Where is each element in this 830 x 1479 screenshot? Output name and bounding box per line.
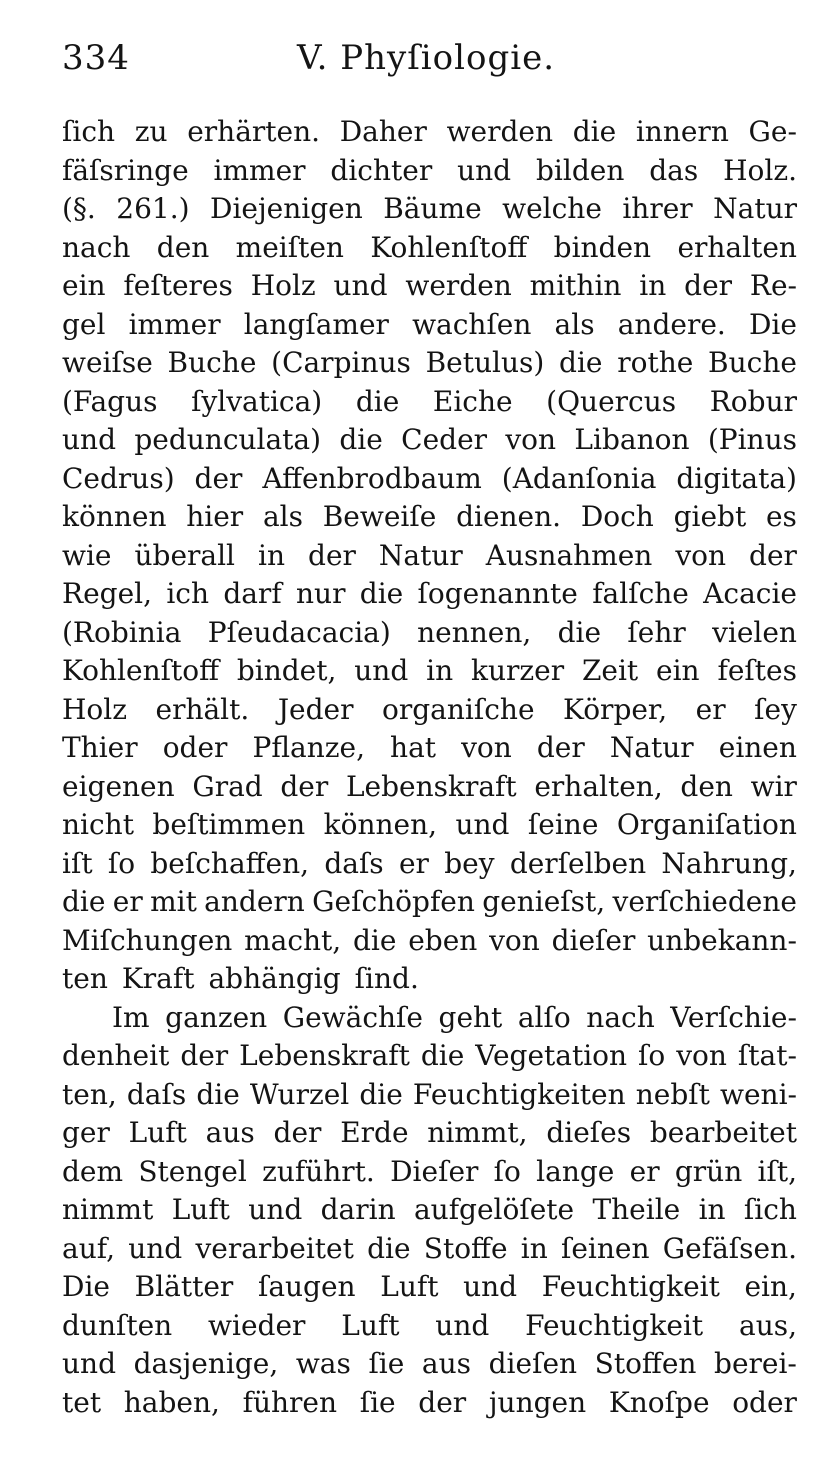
word: (§. bbox=[62, 192, 96, 225]
word: feſteres bbox=[123, 269, 233, 302]
word: aus, bbox=[739, 1308, 797, 1342]
text-line bbox=[62, 1268, 797, 1307]
word: er bbox=[112, 885, 143, 918]
text-line bbox=[62, 229, 797, 268]
word: nur bbox=[296, 577, 346, 610]
word: und bbox=[463, 1270, 518, 1303]
word: eben bbox=[408, 923, 478, 957]
word: alſo bbox=[517, 1000, 571, 1034]
word: einen bbox=[718, 731, 797, 764]
word: was bbox=[295, 1347, 351, 1380]
text-line bbox=[62, 960, 797, 999]
word: dienen. bbox=[456, 500, 562, 533]
word: Regel, bbox=[62, 577, 153, 610]
word: dunſten bbox=[62, 1308, 173, 1342]
word: die bbox=[339, 423, 383, 456]
word: Ge- bbox=[748, 115, 797, 148]
word: in bbox=[520, 1231, 548, 1265]
word: ſo bbox=[638, 1039, 666, 1072]
word: geht bbox=[438, 1000, 503, 1034]
word: Miſchungen bbox=[62, 923, 233, 957]
text-line bbox=[62, 537, 797, 576]
word: ein bbox=[62, 269, 106, 302]
word: bey bbox=[444, 846, 495, 880]
word: dasjenige, bbox=[133, 1347, 279, 1380]
word: beſchaffen, bbox=[150, 846, 310, 880]
word: auf, bbox=[62, 1231, 115, 1265]
word: Kohlenſtoff bbox=[370, 230, 528, 264]
word: ſich bbox=[743, 1193, 797, 1226]
word: (Pinus bbox=[707, 423, 797, 456]
word: ſeinen bbox=[561, 1231, 650, 1265]
word: Daher bbox=[339, 115, 427, 148]
word: er bbox=[398, 846, 429, 880]
text-line bbox=[62, 691, 797, 730]
word: erhalten, bbox=[534, 769, 663, 803]
word: Feuchtigkeiten bbox=[412, 1077, 626, 1111]
word: ſind. bbox=[354, 962, 419, 995]
word: verarbeitet bbox=[195, 1231, 354, 1265]
word: Gefäſsen. bbox=[662, 1231, 797, 1265]
word: in bbox=[426, 654, 454, 687]
word: und bbox=[457, 153, 512, 187]
word: wieder bbox=[208, 1308, 306, 1342]
word: eigenen bbox=[62, 769, 175, 803]
word: Dieſer bbox=[390, 1154, 479, 1188]
word: Geſchöpfen bbox=[312, 885, 475, 918]
word: Pflanze, bbox=[252, 731, 365, 764]
word: daſs bbox=[126, 1077, 187, 1111]
word: nach bbox=[62, 230, 131, 264]
word: wie bbox=[62, 538, 112, 572]
word: Ceder bbox=[401, 423, 488, 456]
word: ſaugen bbox=[257, 1270, 356, 1303]
word: jungen bbox=[488, 1385, 587, 1419]
word: berei- bbox=[714, 1347, 797, 1380]
word: bearbeitet bbox=[649, 1116, 797, 1149]
word: die bbox=[367, 1231, 411, 1265]
word: führen bbox=[242, 1385, 338, 1419]
word: haben, bbox=[123, 1385, 220, 1419]
word: Jeder bbox=[277, 692, 354, 726]
word: Re- bbox=[749, 269, 797, 302]
word: der bbox=[684, 269, 733, 302]
text-line bbox=[62, 383, 797, 422]
word: Doch bbox=[580, 500, 654, 533]
word: und bbox=[435, 1308, 490, 1342]
word: pedunculata) bbox=[134, 423, 322, 456]
word: Stengel bbox=[138, 1154, 247, 1188]
text-line bbox=[62, 1114, 797, 1153]
word: Holz bbox=[62, 692, 127, 726]
word: nimmt bbox=[62, 1193, 154, 1226]
word: und bbox=[333, 269, 388, 302]
word: mithin bbox=[529, 269, 622, 302]
word: die bbox=[572, 115, 617, 148]
word: Acacie bbox=[703, 577, 797, 610]
text-line bbox=[62, 652, 797, 691]
text-line bbox=[62, 1153, 797, 1192]
word: ganzen bbox=[165, 1000, 268, 1034]
word: werden bbox=[446, 115, 554, 148]
word: welche bbox=[502, 192, 602, 225]
word: andern bbox=[204, 885, 305, 918]
word: Gewächſe bbox=[282, 1000, 423, 1034]
word: Eiche bbox=[432, 384, 513, 418]
text-line bbox=[62, 922, 797, 961]
word: nach bbox=[586, 1000, 655, 1034]
word: nebſt bbox=[635, 1077, 710, 1111]
text-line bbox=[62, 190, 797, 229]
word: ten, bbox=[62, 1077, 117, 1111]
text-line bbox=[62, 306, 797, 345]
word: Wurzel bbox=[249, 1077, 350, 1111]
word: ſehr bbox=[627, 615, 686, 649]
word: iſt bbox=[62, 846, 93, 880]
word: abhängig bbox=[208, 962, 341, 995]
word: nimmt, bbox=[427, 1116, 528, 1149]
word: zuführt. bbox=[262, 1154, 375, 1188]
word: und bbox=[128, 1231, 183, 1265]
word: ich bbox=[166, 577, 209, 610]
word: Knoſpe bbox=[608, 1385, 710, 1419]
word: Erde bbox=[340, 1116, 409, 1149]
word: der bbox=[308, 538, 356, 572]
word: ein, bbox=[744, 1270, 797, 1303]
word: mit bbox=[150, 885, 197, 918]
word: überall bbox=[134, 538, 236, 572]
word: und bbox=[62, 1347, 116, 1380]
word: als bbox=[262, 500, 303, 533]
word: der bbox=[180, 1039, 229, 1072]
word: von bbox=[461, 731, 512, 764]
word: hier bbox=[186, 500, 244, 533]
running-title: V. Phyſiologie. bbox=[297, 38, 556, 78]
word: erhalten bbox=[677, 230, 797, 264]
word: er bbox=[695, 692, 726, 726]
word: derſelben bbox=[509, 846, 647, 880]
word: die bbox=[196, 1077, 240, 1111]
word: Affenbrodbaum bbox=[262, 461, 482, 495]
word: bindet, bbox=[236, 654, 337, 687]
word: Lebenskraft bbox=[239, 1039, 410, 1072]
word: Pſeudacacia) bbox=[207, 615, 391, 649]
word: weni- bbox=[720, 1077, 797, 1111]
word: und bbox=[62, 423, 116, 456]
word: beſtimmen bbox=[152, 808, 306, 841]
word: rothe bbox=[617, 346, 694, 379]
word: ſey bbox=[754, 692, 797, 726]
text-line bbox=[62, 999, 797, 1038]
text-line bbox=[62, 421, 797, 460]
text-line bbox=[62, 1037, 797, 1076]
word: dieſen bbox=[488, 1347, 578, 1380]
word: Feuchtigkeit bbox=[541, 1270, 720, 1303]
word: Im bbox=[112, 1000, 150, 1034]
word: Diejenigen bbox=[210, 192, 363, 225]
word: das bbox=[649, 153, 699, 187]
text-line bbox=[62, 1307, 797, 1346]
word: Beweiſe bbox=[322, 500, 437, 533]
page-number: 334 bbox=[62, 38, 130, 78]
word: genieſst, bbox=[482, 885, 606, 918]
word: lange bbox=[536, 1154, 615, 1188]
word: hat bbox=[390, 731, 437, 764]
word: Luft bbox=[171, 1193, 230, 1226]
text-line bbox=[62, 1384, 797, 1423]
word: aufgelöſete bbox=[413, 1193, 575, 1226]
word: bilden bbox=[535, 153, 625, 187]
text-line bbox=[62, 1230, 797, 1269]
word: es bbox=[765, 500, 797, 533]
word: können, bbox=[323, 808, 438, 841]
word: Stoffen bbox=[594, 1347, 697, 1380]
word: Lebenskraft bbox=[345, 769, 517, 803]
word: (Carpinus bbox=[271, 346, 411, 379]
word: wir bbox=[750, 769, 797, 803]
text-line bbox=[62, 1076, 797, 1115]
word: giebt bbox=[673, 500, 747, 533]
word: und bbox=[248, 1193, 303, 1226]
word: die bbox=[62, 885, 106, 918]
word: Holz bbox=[250, 269, 316, 302]
word: immer bbox=[128, 307, 221, 341]
word: Libanon bbox=[574, 423, 690, 456]
word: Robur bbox=[709, 384, 797, 418]
word: Bäume bbox=[383, 192, 482, 225]
word: (Fagus bbox=[62, 384, 158, 418]
word: die bbox=[359, 1077, 403, 1111]
word: ger bbox=[62, 1116, 110, 1149]
word: ſogenannte bbox=[417, 577, 578, 610]
word: als bbox=[554, 307, 595, 341]
body-text bbox=[62, 113, 797, 1422]
text-line bbox=[62, 883, 797, 922]
word: nicht bbox=[62, 808, 134, 841]
word: iſt, bbox=[757, 1154, 797, 1188]
word: Organiſation bbox=[616, 808, 797, 841]
word: Holz. bbox=[723, 153, 797, 187]
paragraph bbox=[62, 999, 797, 1423]
word: weiſse bbox=[62, 346, 153, 379]
word: in bbox=[639, 269, 667, 302]
word: oder bbox=[732, 1385, 797, 1419]
word: ihrer bbox=[622, 192, 693, 225]
word: der bbox=[280, 769, 329, 803]
word: Zeit bbox=[581, 654, 639, 687]
text-line bbox=[62, 1345, 797, 1384]
text-line bbox=[62, 806, 797, 845]
word: (Robinia bbox=[62, 615, 182, 649]
word: die bbox=[352, 923, 397, 957]
text-line bbox=[62, 1191, 797, 1230]
word: der bbox=[536, 731, 585, 764]
word: der bbox=[749, 538, 797, 572]
word: Luft bbox=[128, 1116, 187, 1149]
word: Die bbox=[62, 1270, 110, 1303]
word: Feuchtigkeit bbox=[525, 1308, 704, 1342]
word: dichter bbox=[330, 153, 433, 187]
word: Grad bbox=[192, 769, 263, 803]
word: denheit bbox=[62, 1039, 170, 1072]
page-header bbox=[62, 38, 802, 88]
word: Vegetation bbox=[475, 1039, 628, 1072]
paragraph bbox=[62, 113, 797, 999]
word: Kohlenſtoff bbox=[62, 654, 219, 687]
word: ſylvatica) bbox=[191, 384, 323, 418]
word: ten bbox=[62, 962, 108, 995]
word: gel bbox=[62, 307, 106, 341]
text-line bbox=[62, 460, 797, 499]
word: erhärten. bbox=[187, 115, 321, 148]
word: ſich bbox=[62, 115, 116, 148]
word: ein bbox=[656, 654, 700, 687]
word: binden bbox=[553, 230, 652, 264]
word: in bbox=[698, 1193, 726, 1226]
word: die bbox=[359, 577, 404, 610]
word: von bbox=[675, 538, 727, 572]
word: 261.) bbox=[116, 192, 190, 225]
word: Natur bbox=[609, 731, 694, 764]
word: in bbox=[258, 538, 286, 572]
word: die bbox=[355, 384, 400, 418]
word: unbekann- bbox=[647, 923, 797, 957]
word: vielen bbox=[712, 615, 797, 649]
word: erhält. bbox=[155, 692, 250, 726]
word: dieſer bbox=[551, 923, 636, 957]
word: und bbox=[455, 808, 510, 841]
word: ſo bbox=[107, 846, 136, 880]
word: (Adanſonia bbox=[501, 461, 657, 495]
word: der bbox=[194, 461, 243, 495]
word: Körper, bbox=[563, 692, 668, 726]
word: den bbox=[680, 769, 733, 803]
word: verſchiedene bbox=[612, 885, 797, 918]
word: meiſten bbox=[235, 230, 344, 264]
word: innern bbox=[635, 115, 729, 148]
word: andere. bbox=[617, 307, 726, 341]
word: digitata) bbox=[676, 461, 797, 495]
word: Luft bbox=[341, 1308, 400, 1342]
word: den bbox=[156, 230, 210, 264]
text-line bbox=[62, 344, 797, 383]
word: Nahrung, bbox=[661, 846, 797, 880]
word: und bbox=[354, 654, 409, 687]
text-line bbox=[62, 152, 797, 191]
text-line bbox=[62, 575, 797, 614]
word: aus bbox=[205, 1116, 255, 1149]
word: zu bbox=[134, 115, 168, 148]
word: werden bbox=[405, 269, 512, 302]
word: daſs bbox=[324, 846, 384, 880]
text-line bbox=[62, 614, 797, 653]
word: Buche bbox=[167, 346, 257, 379]
word: Luft bbox=[380, 1270, 439, 1303]
word: Stoffe bbox=[423, 1231, 508, 1265]
word: feſtes bbox=[717, 654, 797, 687]
word: wachſen bbox=[412, 307, 532, 341]
word: die bbox=[559, 346, 603, 379]
text-line bbox=[62, 113, 797, 152]
word: von bbox=[676, 1039, 727, 1072]
word: Natur bbox=[378, 538, 463, 572]
word: Buche bbox=[708, 346, 797, 379]
word: tet bbox=[62, 1385, 102, 1419]
word: kurzer bbox=[470, 654, 565, 687]
text-line bbox=[62, 498, 797, 537]
word: die bbox=[557, 615, 602, 649]
word: ſo bbox=[493, 1154, 521, 1188]
word: die bbox=[420, 1039, 465, 1072]
word: immer bbox=[213, 153, 306, 187]
word: können bbox=[62, 500, 167, 533]
word: der bbox=[273, 1116, 322, 1149]
word: Thier bbox=[62, 731, 138, 764]
text-line bbox=[62, 845, 797, 884]
text-line bbox=[62, 729, 797, 768]
word: macht, bbox=[244, 923, 342, 957]
word: darin bbox=[320, 1193, 396, 1226]
word: Verſchie- bbox=[670, 1000, 797, 1034]
word: der bbox=[418, 1385, 467, 1419]
word: grün bbox=[674, 1154, 743, 1188]
word: Betulus) bbox=[425, 346, 545, 379]
word: Die bbox=[748, 307, 797, 341]
word: dem bbox=[62, 1154, 124, 1188]
word: Blätter bbox=[134, 1270, 234, 1303]
word: (Quercus bbox=[546, 384, 677, 418]
word: von bbox=[489, 923, 540, 957]
text-line bbox=[62, 768, 797, 807]
word: Ausnahmen bbox=[485, 538, 653, 572]
word: ſtat- bbox=[737, 1039, 797, 1072]
word: Theile bbox=[592, 1193, 681, 1226]
word: falſche bbox=[592, 577, 689, 610]
word: ſie bbox=[368, 1347, 405, 1380]
word: ſeine bbox=[527, 808, 599, 841]
word: fäſsringe bbox=[62, 153, 189, 187]
word: er bbox=[629, 1154, 660, 1188]
word: organiſche bbox=[382, 692, 535, 726]
word: von bbox=[505, 423, 557, 456]
word: langſamer bbox=[243, 307, 389, 341]
word: nennen, bbox=[417, 615, 532, 649]
word: aus bbox=[421, 1347, 472, 1380]
word: Natur bbox=[713, 192, 797, 225]
word: darf bbox=[223, 577, 282, 610]
word: oder bbox=[162, 731, 228, 764]
word: Kraft bbox=[121, 962, 195, 995]
word: ſie bbox=[359, 1385, 396, 1419]
word: dieſes bbox=[546, 1116, 632, 1149]
word: Cedrus) bbox=[62, 461, 175, 495]
text-line bbox=[62, 267, 797, 306]
